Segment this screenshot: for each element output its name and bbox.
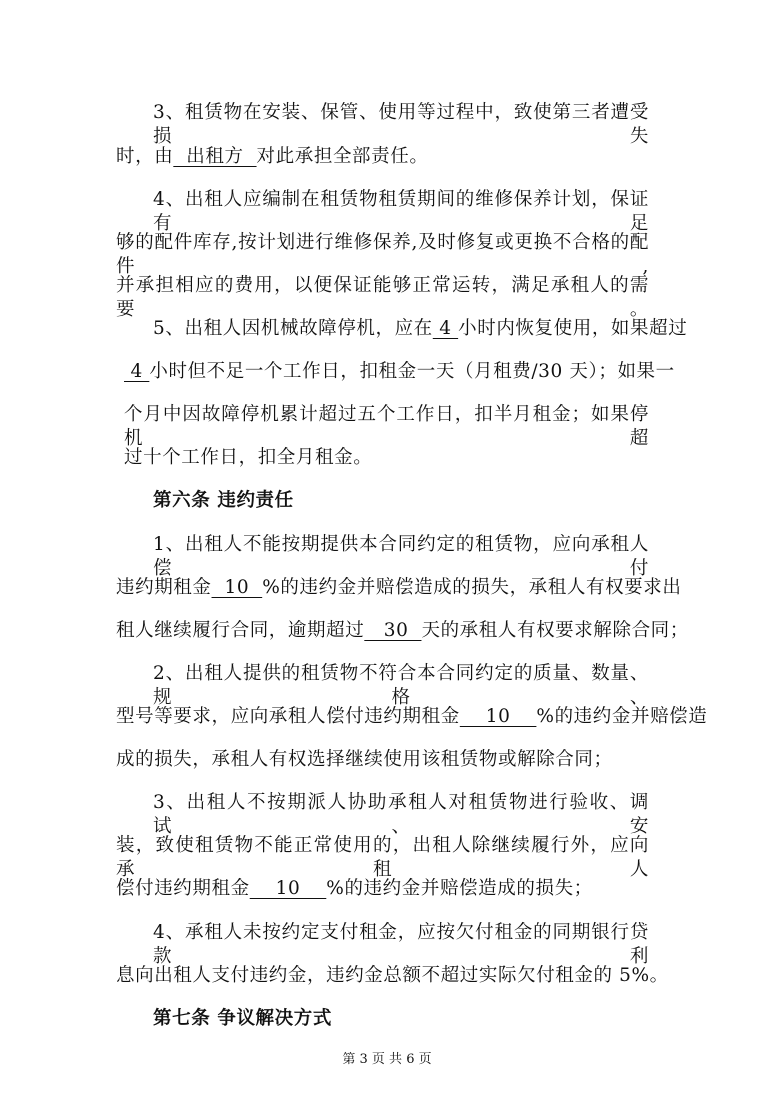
article-6-clause-2-line-1: 2、出租人提供的租赁物不符合本合同约定的质量、数量、规格、: [153, 663, 649, 708]
article-6-clause-4-line-2: 息向出租人支付违约金，违约金总额不超过实际欠付租金的 5%。: [116, 965, 669, 986]
fill-in-percent: 10: [459, 706, 537, 727]
article-6-clause-4-line-1: 4、承租人未按约定支付租金，应按欠付租金的同期银行贷款利: [153, 922, 649, 967]
fill-in-party: 出租方: [173, 146, 257, 167]
fill-in-percent: 10: [249, 878, 327, 899]
article-6-clause-1-line-3: 租人继续履行合同，逾期超过 30 天的承租人有权要求解除合同；: [116, 620, 689, 641]
article-6-clause-3-line-3: 偿付违约期租金 10 %的违约金并赔偿造成的损失；: [116, 878, 593, 899]
clause-4-line-3: 并承担相应的费用，以便保证能够正常运转，满足承租人的需要。: [116, 275, 649, 320]
fill-in-percent: 10: [211, 577, 263, 598]
page-number-footer: 第 3 页 共 6 页: [342, 1052, 432, 1067]
clause-3-line-2: 时，由 出租方 对此承担全部责任。: [116, 146, 429, 167]
article-6-clause-1-line-2: 违约期租金 10 %的违约金并赔偿造成的损失，承租人有权要求出: [116, 577, 682, 598]
article-6-clause-3-line-1: 3、出租人不按期派人协助承租人对租赁物进行验收、调试、安: [153, 792, 649, 837]
article-6-heading: 第六条 违约责任: [153, 490, 294, 511]
article-6-clause-2-line-2: 型号等要求，应向承租人偿付违约期租金 10 %的违约金并赔偿造: [116, 706, 708, 727]
clause-4-line-1: 4、出租人应编制在租赁物租赁期间的维修保养计划，保证有足: [153, 189, 649, 234]
clause-4-line-2: 够的配件库存,按计划进行维修保养,及时修复或更换不合格的配件,: [116, 232, 649, 277]
fill-in-hours: 4: [124, 361, 150, 382]
fill-in-days: 30: [364, 620, 422, 641]
article-6-clause-1-line-1: 1、出租人不能按期提供本合同约定的租赁物，应向承租人偿付: [153, 534, 649, 579]
clause-5-line-2: 4 小时但不足一个工作日，扣租金一天（月租费/30 天）；如果一: [124, 361, 675, 382]
clause-5-line-1: 5、出租人因机械故障停机，应在 4 小时内恢复使用，如果超过: [153, 318, 688, 339]
article-6-clause-2-line-3: 成的损失，承租人有权选择继续使用该租赁物或解除合同；: [116, 749, 613, 770]
clause-5-line-4: 过十个工作日，扣全月租金。: [124, 447, 373, 468]
article-7-heading: 第七条 争议解决方式: [153, 1008, 332, 1029]
clause-3-line-1: 3、租赁物在安装、保管、使用等过程中，致使第三者遭受损失: [153, 102, 649, 147]
clause-5-line-3: 个月中因故障停机累计超过五个工作日，扣半月租金；如果停机超: [124, 404, 649, 449]
article-6-clause-3-line-2: 装，致使租赁物不能正常使用的，出租人除继续履行外，应向承租人: [116, 835, 649, 880]
fill-in-hours: 4: [432, 318, 459, 339]
